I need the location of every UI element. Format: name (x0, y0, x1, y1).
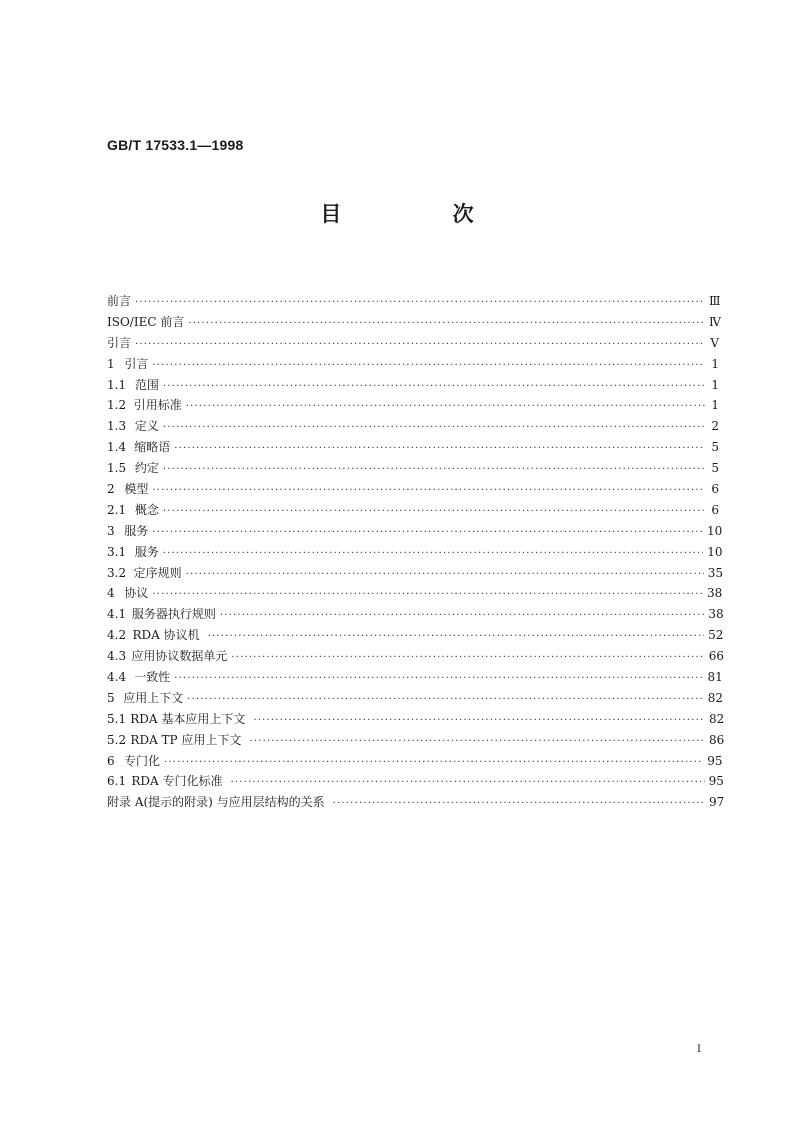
toc-entry-label: 一致性 (134, 670, 171, 685)
toc-entry[interactable] (107, 395, 719, 416)
toc-entry-page: 82 (707, 690, 724, 705)
toc-entry-label: 范围 (134, 377, 159, 392)
toc-leader-dots (187, 690, 704, 711)
toc-leader-dots (163, 418, 705, 439)
toc-entry-page: 1 (711, 377, 719, 392)
toc-entry[interactable] (107, 688, 724, 709)
toc-entry-label: 服务器执行规则 (131, 607, 216, 622)
toc-entry-label: 服务 (134, 544, 159, 559)
toc-entry-number: 1.2 (107, 398, 127, 413)
toc-leader-dots (174, 669, 703, 690)
toc-entry-page: 86 (709, 732, 725, 747)
toc-entry-number: 3.2 (107, 565, 127, 580)
toc-entry-number: 2.1 (107, 502, 127, 517)
toc-leader-dots (253, 711, 705, 732)
toc-entry[interactable] (107, 416, 719, 437)
toc-entry-label: 前言 (107, 294, 132, 308)
toc-entry[interactable] (107, 730, 725, 751)
toc-entry[interactable] (107, 437, 719, 458)
toc-entry-page: 6 (711, 502, 719, 517)
toc-leader-dots (174, 439, 705, 460)
toc-leader-dots (135, 335, 705, 356)
toc-entry[interactable] (107, 625, 724, 646)
toc-entry[interactable] (107, 542, 723, 563)
toc-leader-dots (186, 565, 704, 586)
toc-entry[interactable] (107, 646, 724, 667)
toc-entry-number: 4.4 (107, 670, 127, 685)
toc-entry-page: 38 (708, 607, 724, 622)
toc-entry-label: 引言 (124, 356, 149, 371)
toc-entry-page: 1 (711, 398, 719, 413)
toc-entry[interactable] (107, 312, 719, 333)
toc-entry-label: 引用标准 (133, 398, 182, 413)
toc-entry-label: RDA TP 应用上下文 (130, 732, 242, 747)
toc-entry-page: 81 (707, 670, 723, 685)
toc-leader-dots (231, 648, 704, 669)
page-number: I (697, 1044, 701, 1055)
toc-entry-number: 6 (107, 753, 115, 768)
toc-leader-dots (152, 523, 703, 544)
toc-entry[interactable] (107, 458, 719, 479)
toc-entry-number: 1.1 (107, 377, 127, 392)
toc-entry-label: 约定 (134, 461, 159, 476)
toc-entry-label: 缩略语 (134, 440, 171, 455)
toc-entry-page: 10 (707, 523, 723, 538)
toc-entry[interactable] (107, 291, 719, 312)
toc-entry-number: 1.4 (107, 440, 127, 455)
toc-entry-label: 附录 A(提示的附录) 与应用层结构的关系 (107, 795, 325, 810)
toc-entry-page: 10 (707, 544, 723, 559)
toc-entry-page: 5 (711, 440, 719, 455)
toc-entry-label: 应用协议数据单元 (131, 649, 228, 664)
toc-leader-dots (163, 502, 705, 523)
toc-entry-page: 38 (707, 586, 723, 601)
table-of-contents (107, 291, 725, 813)
toc-entry[interactable] (107, 479, 719, 500)
toc-entry-page: 35 (707, 565, 723, 580)
toc-entry-page: 95 (707, 753, 723, 768)
toc-entry-label: 协议 (124, 586, 149, 601)
toc-entry[interactable] (107, 333, 719, 354)
toc-entry[interactable] (107, 792, 725, 813)
toc-entry-number: 1.5 (107, 461, 127, 476)
toc-entry[interactable] (107, 771, 724, 792)
toc-leader-dots (164, 753, 703, 774)
toc-entry-page: 1 (711, 356, 719, 371)
toc-entry-page: 52 (708, 628, 724, 643)
toc-leader-dots (163, 460, 705, 481)
toc-entry-number: 6.1 (107, 774, 127, 789)
toc-leader-dots (152, 356, 705, 377)
toc-entry-label: RDA 专门化标准 (131, 774, 223, 789)
toc-entry-number: 5.2 (107, 732, 127, 747)
toc-entry-label: 模型 (124, 482, 149, 497)
toc-leader-dots (163, 377, 705, 398)
toc-entry-page: 82 (709, 711, 725, 726)
toc-entry-number: 1.3 (107, 419, 127, 434)
toc-leader-dots (152, 481, 705, 502)
toc-entry-page: Ⅳ (709, 314, 721, 329)
toc-leader-dots (249, 732, 705, 753)
toc-leader-dots (135, 293, 705, 314)
toc-entry-number: 5 (107, 690, 115, 705)
toc-entry-number: 3 (107, 523, 115, 538)
toc-entry-label: 服务 (124, 523, 149, 538)
toc-entry-number: 4.2 (107, 628, 127, 643)
toc-entry-label: RDA 基本应用上下文 (130, 711, 246, 726)
toc-entry[interactable] (107, 500, 719, 521)
toc-entry-number: 3.1 (107, 544, 127, 559)
toc-entry-label: RDA 协议机 (132, 628, 200, 643)
toc-title: 目 次 (320, 202, 526, 226)
toc-leader-dots (231, 773, 705, 794)
toc-entry-label: 专门化 (123, 753, 160, 768)
toc-entry-page: 95 (708, 774, 724, 789)
toc-entry-number: 1 (107, 356, 115, 371)
toc-entry[interactable] (107, 521, 723, 542)
toc-entry-number: 5.1 (107, 711, 127, 726)
toc-entry[interactable] (107, 583, 723, 604)
toc-entry-label: 定序规则 (133, 565, 182, 580)
toc-leader-dots (333, 794, 705, 815)
toc-leader-dots (208, 627, 705, 648)
toc-entry-number: 4.3 (107, 649, 127, 664)
toc-entry-number: 4.1 (107, 607, 127, 622)
toc-entry-number: 2 (107, 482, 115, 497)
toc-entry-page: Ⅴ (710, 335, 719, 350)
toc-entry-label: 定义 (134, 419, 159, 434)
toc-entry-page: 66 (708, 649, 724, 664)
toc-entry[interactable] (107, 604, 724, 625)
toc-entry[interactable] (107, 709, 725, 730)
toc-entry-label: ISO/IEC 前言 (107, 314, 185, 329)
toc-entry[interactable] (107, 354, 719, 375)
toc-entry-page: 97 (709, 795, 725, 810)
toc-entry[interactable] (107, 375, 719, 396)
standard-code: GB/T 17533.1—1998 (107, 137, 244, 153)
toc-entry[interactable] (107, 667, 723, 688)
toc-entry-label: 应用上下文 (123, 690, 184, 705)
toc-entry-label: 概念 (134, 502, 159, 517)
toc-entry-number: 4 (107, 586, 115, 601)
toc-entry[interactable] (107, 563, 723, 584)
toc-leader-dots (163, 544, 703, 565)
toc-entry-label: 引言 (107, 335, 132, 350)
toc-entry-page: 6 (711, 482, 719, 497)
toc-leader-dots (152, 585, 703, 606)
toc-entry[interactable] (107, 751, 723, 772)
toc-entry-page: 2 (711, 419, 719, 434)
toc-entry-page: 5 (711, 461, 719, 476)
toc-leader-dots (220, 606, 705, 627)
toc-leader-dots (186, 397, 705, 418)
toc-leader-dots (188, 314, 705, 335)
toc-entry-page: Ⅲ (709, 294, 721, 308)
